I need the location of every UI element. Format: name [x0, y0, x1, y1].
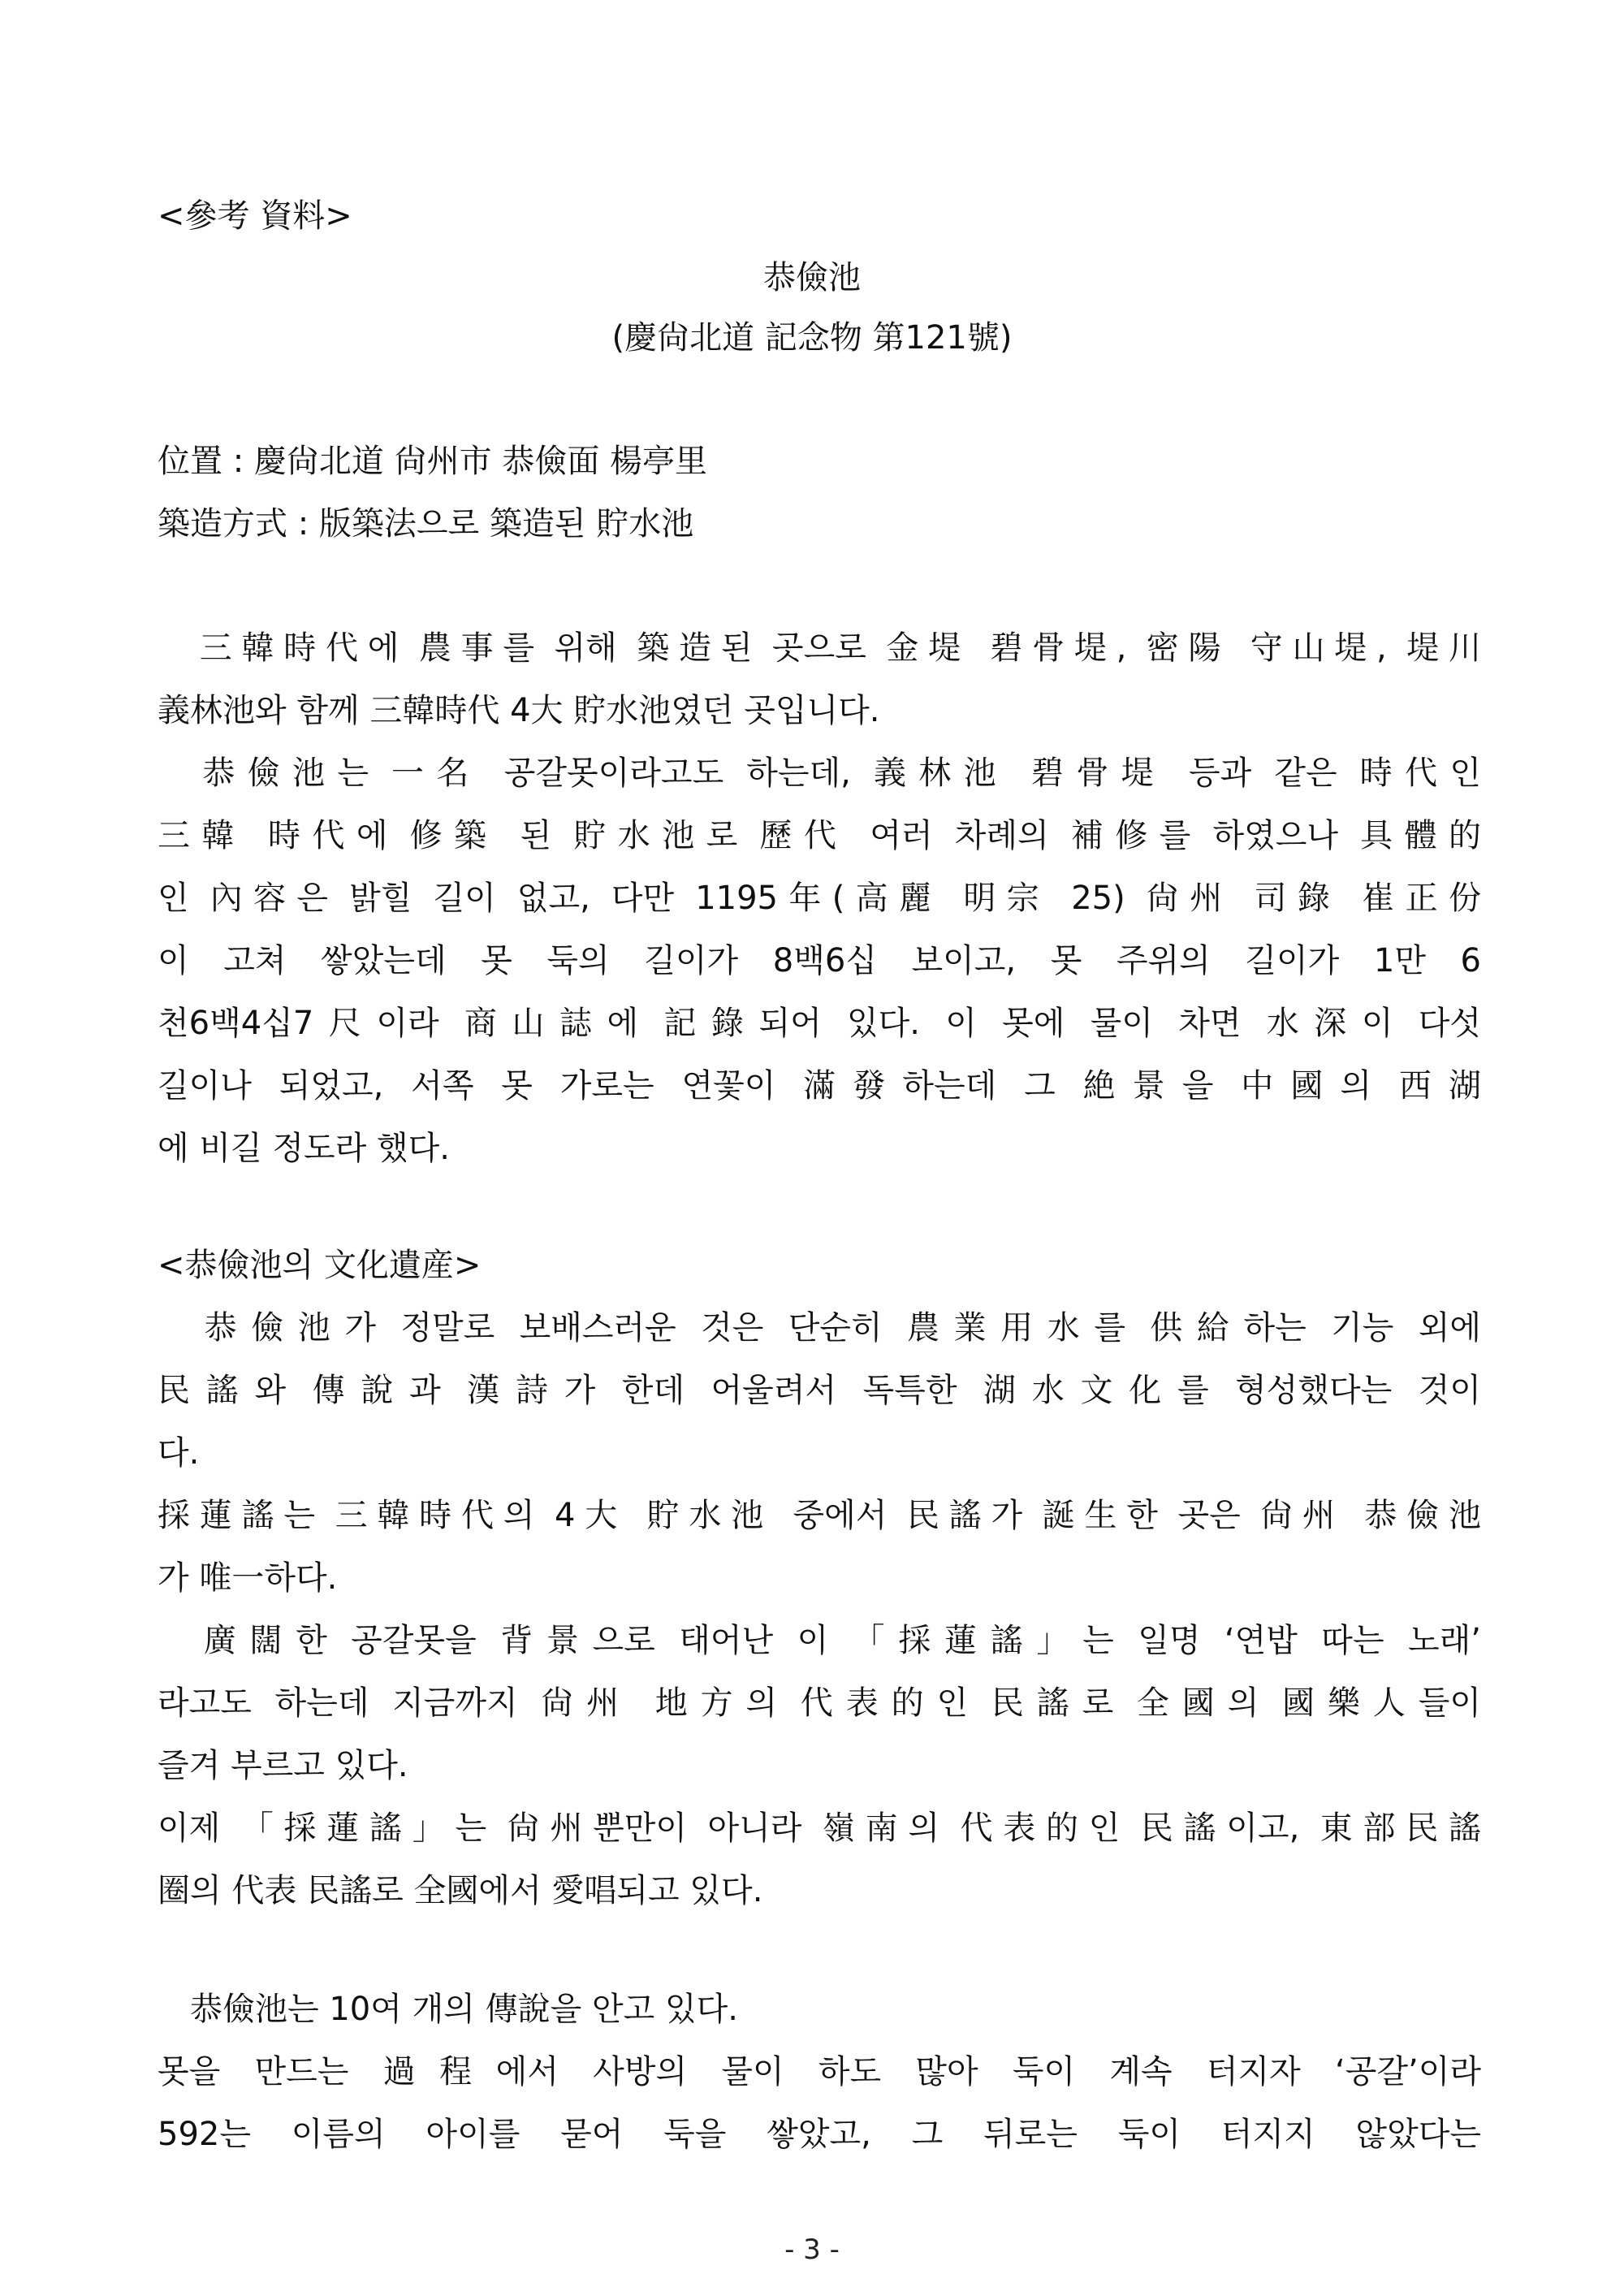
intro-line: 恭儉池는 一名 공갈못이라고도 하는데, 義林池 碧骨堤 등과 같은 時代인 — [158, 755, 1481, 792]
document-title: 恭儉池 — [763, 259, 861, 296]
intro-line: 이 고쳐 쌓았는데 못 둑의 길이가 8백6십 보이고, 못 주위의 길이가 1만 6 — [158, 942, 1481, 979]
heritage-line: 民謠와 傳說과 漢詩가 한데 어울려서 독특한 湖水文化를 형성했다는 것이 — [158, 1372, 1481, 1409]
intro-line: 인 內容은 밝힐 길이 없고, 다만 1195年(高麗 明宗 25) 尙州 司錄 崔正份 — [158, 880, 1481, 917]
heritage-line: 가 唯一하다. — [158, 1559, 338, 1597]
heritage-label: <恭儉池의 文化遺産> — [158, 1247, 482, 1284]
heritage-line: 廣闊한 공갈못을 背景으로 태어난 이 「採蓮謠」는 일명 ‘연밥 따는 노래’ — [158, 1622, 1481, 1659]
heritage-line: 라고도 하는데 지금까지 尙州 地方의 代表的인 民謠로 全國의 國樂人들이 — [158, 1684, 1481, 1722]
page-number: - 3 - — [784, 2233, 840, 2266]
reference-label: <參考 資料> — [158, 197, 352, 235]
location-line: 位置 : 慶尙北道 尙州市 恭儉面 楊亭里 — [158, 443, 708, 480]
document-subtitle: (慶尙北道 記念物 第121號) — [611, 319, 1013, 357]
legend-line: 못을 만드는 過程에서 사방의 물이 하도 많아 둑이 계속 터지자 ‘공갈’이라 — [158, 2053, 1481, 2091]
construction-line: 築造方式 : 版築法으로 築造된 貯水池 — [158, 505, 694, 543]
legend-line: 592는 이름의 아이를 묻어 둑을 쌓았고, 그 뒤로는 둑이 터지지 않았다는 — [158, 2116, 1481, 2153]
intro-line: 義林池와 함께 三韓時代 4大 貯水池였던 곳입니다. — [158, 692, 880, 729]
heritage-line: 圈의 代表 民謠로 全國에서 愛唱되고 있다. — [158, 1872, 763, 1909]
heritage-line: 이제 「採蓮謠」는 尙州뿐만이 아니라 嶺南의 代表的인 民謠이고, 東部民謠 — [158, 1810, 1481, 1847]
intro-line: 三韓時代에 農事를 위해 築造된 곳으로 金堤 碧骨堤, 密陽 守山堤, 堤川 — [158, 629, 1481, 667]
heritage-line: 다. — [158, 1434, 200, 1472]
heritage-line: 恭儉池가 정말로 보배스러운 것은 단순히 農業用水를 供給하는 기능 외에 — [158, 1309, 1481, 1347]
heritage-line: 採蓮謠는 三韓時代의 4大 貯水池 중에서 民謠가 誕生한 곳은 尙州 恭儉池 — [158, 1497, 1481, 1534]
heritage-line: 즐겨 부르고 있다. — [158, 1747, 408, 1784]
intro-line: 길이나 되었고, 서쪽 못 가로는 연꽃이 滿發하는데 그 絶景을 中國의 西湖 — [158, 1067, 1481, 1105]
legend-line: 恭儉池는 10여 개의 傳說을 안고 있다. — [158, 1991, 738, 2028]
intro-line: 천6백4십7尺이라 商山誌에 記錄되어 있다. 이 못에 물이 차면 水深이 다섯 — [158, 1005, 1481, 1042]
intro-line: 三韓 時代에 修築 된 貯水池로 歷代 여러 차례의 補修를 하였으나 具體的 — [158, 817, 1481, 854]
intro-line: 에 비길 정도라 했다. — [158, 1130, 450, 1167]
